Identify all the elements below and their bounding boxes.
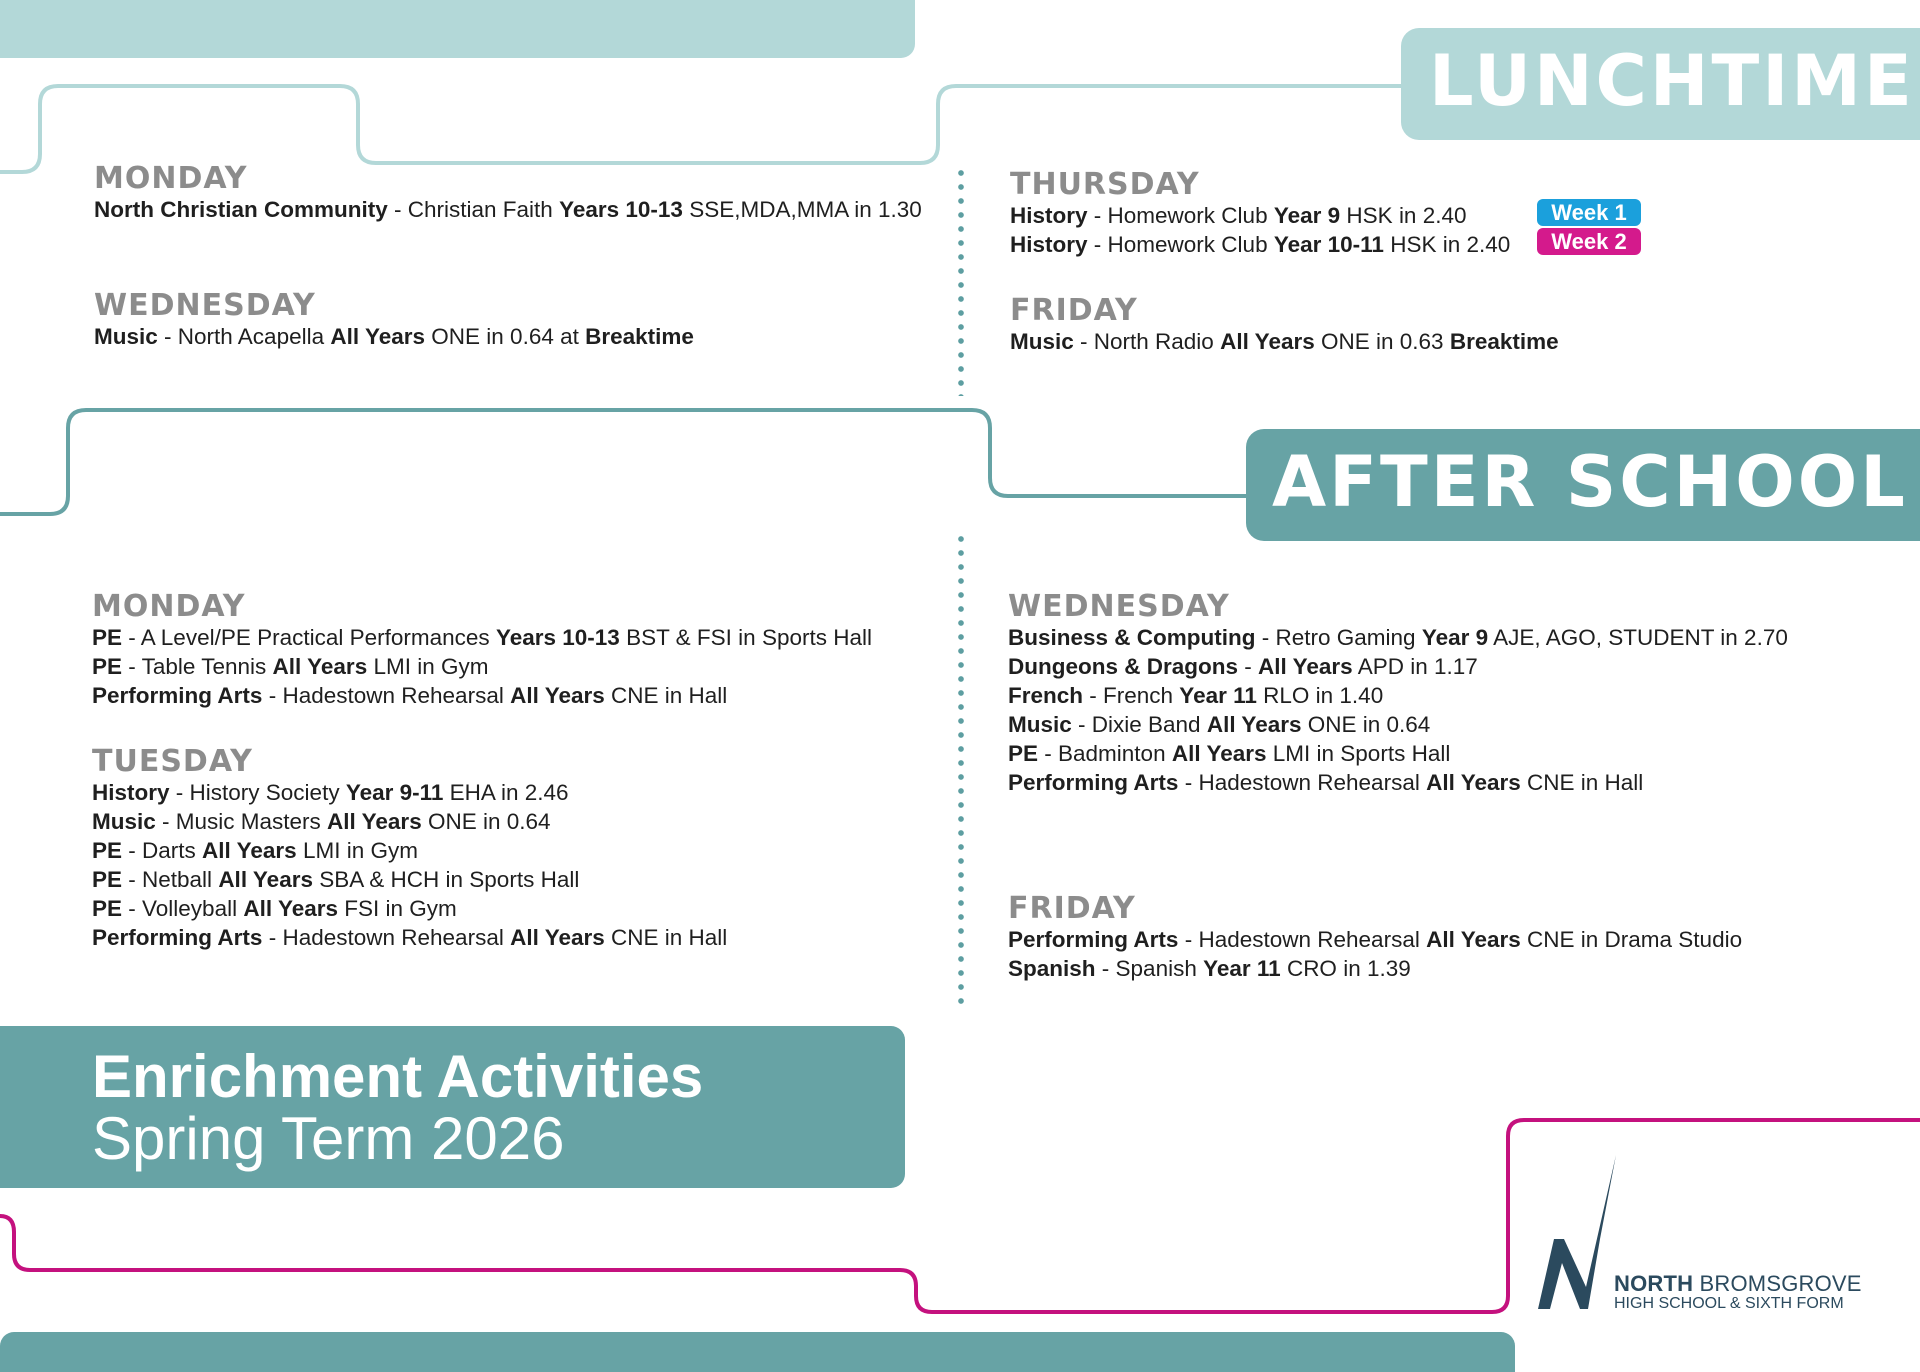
activity-years: Year 10-11 [1273,232,1384,257]
activity-name: Retro Gaming [1275,625,1422,650]
activity-separator: - [1073,329,1094,354]
activity-subject: PE [92,625,123,650]
activity-subject: Spanish [1008,956,1096,981]
activity-separator: - [1087,232,1108,257]
activity-line [92,836,727,865]
activity-line [94,322,694,351]
after-school-banner [1246,429,1920,541]
activity-name: Volleyball [142,896,244,921]
activity-separator: - [122,867,143,892]
activity-line [1010,201,1510,230]
activity-subject: North Christian Community [94,197,388,222]
activity-name: Table Tennis [141,654,273,679]
school-logo [1536,1155,1866,1315]
activity-years: Years 10-13 [495,625,620,650]
activity-line [1008,681,1788,710]
page-subtitle: Spring Term 2026 [92,1105,565,1172]
activity-name: North Radio [1093,329,1221,354]
day-heading: WEDNESDAY [1008,589,1230,624]
activity-detail: CNE in Hall [604,925,728,950]
activity-detail: ONE in 0.64 at [425,324,586,349]
activity-separator: - [122,625,141,650]
activity-line [92,623,872,652]
activity-line [1010,327,1559,356]
activity-separator: - [1255,625,1276,650]
activity-detail: HSK in 2.40 [1340,203,1467,228]
week-1-badge: Week 1 [1537,199,1641,226]
lunch-thursday [1010,169,1510,259]
day-heading: WEDNESDAY [94,288,316,323]
activity-detail: CNE in Drama Studio [1520,927,1743,952]
activity-subject: History [1010,232,1088,257]
school-logo-mark-icon [1536,1155,1616,1315]
activity-separator: - [122,838,143,863]
activity-name: Dixie Band [1091,712,1207,737]
day-heading: TUESDAY [92,744,253,779]
activity-years: All Years [272,654,368,679]
activity-separator: - [1178,770,1199,795]
week-2-badge: Week 2 [1537,228,1641,255]
activity-years: All Years [243,896,339,921]
activity-name: Spanish [1115,956,1204,981]
activity-years: All Years [1220,329,1315,354]
activity-detail: CNE in Hall [1520,770,1644,795]
activity-name: History Society [189,780,346,805]
page-title: Enrichment Activities [92,1043,704,1110]
activity-subject: Performing Arts [1008,770,1179,795]
school-name-bold: NORTH [1614,1271,1694,1296]
activity-detail: ONE in 0.63 [1314,329,1450,354]
day-heading: FRIDAY [1008,891,1136,926]
activity-subject: Business & Computing [1008,625,1256,650]
activity-name: Hadestown Rehearsal [282,683,511,708]
after-school-heading: AFTER SCHOOL [1272,441,1908,523]
day-heading: FRIDAY [1010,293,1138,328]
activity-separator: - [1087,203,1108,228]
activity-separator: - [1083,683,1104,708]
activity-detail: SBA & HCH in Sports Hall [312,867,580,892]
activity-line [1008,739,1788,768]
school-subtitle: HIGH SCHOOL & SIXTH FORM [1614,1295,1844,1312]
activity-subject: Music [94,324,158,349]
activity-years: Year 9 [1421,625,1489,650]
activity-detail: APD in 1.17 [1352,654,1478,679]
activity-detail: FSI in Gym [338,896,457,921]
bottom-strip [0,1332,1515,1372]
activity-line [1008,652,1788,681]
activity-detail: ONE in 0.64 [421,809,551,834]
activity-years: Year 9-11 [345,780,444,805]
title-box [0,1026,905,1188]
activity-detail: SSE,MDA,MMA in 1.30 [682,197,922,222]
activity-separator: - [1095,956,1116,981]
activity-separator: - [1071,712,1092,737]
activity-subject: Performing Arts [92,925,263,950]
activity-extra: Breaktime [585,324,694,349]
activity-name: Christian Faith [407,197,560,222]
activity-line [1008,954,1742,983]
activity-detail: HSK in 2.40 [1383,232,1511,257]
activity-name: Darts [142,838,203,863]
activity-subject: Music [1008,712,1072,737]
activity-subject: Performing Arts [92,683,263,708]
activity-separator: - [387,197,408,222]
activity-name: Badminton [1058,741,1172,766]
activity-line [94,195,924,224]
after-school-divider-dots [958,532,964,1006]
activity-separator: - [1178,927,1199,952]
activity-subject: History [1010,203,1088,228]
activity-detail: BST & FSI in Sports Hall [619,625,872,650]
activity-detail: CRO in 1.39 [1280,956,1411,981]
school-name-rest: BROMSGROVE [1693,1271,1862,1296]
activity-years: All Years [1426,927,1521,952]
activity-name: Hadestown Rehearsal [282,925,511,950]
activity-separator: - [155,809,176,834]
activity-line [92,894,727,923]
activity-line [92,778,727,807]
activity-line [92,807,727,836]
activity-years: Year 9 [1273,203,1341,228]
activity-line [1008,623,1788,652]
after-wednesday [1008,591,1788,797]
activity-years: All Years [202,838,297,863]
activity-name: Homework Club [1107,232,1274,257]
after-tuesday [92,746,727,952]
activity-separator: - [157,324,178,349]
activity-subject: PE [1008,741,1039,766]
activity-line [1008,768,1788,797]
activity-years: All Years [1426,770,1521,795]
top-strip [0,0,915,58]
school-name [1614,1271,1862,1297]
activity-name: North Acapella [177,324,331,349]
activity-detail: LMI in Gym [296,838,418,863]
activity-name: Hadestown Rehearsal [1198,770,1427,795]
activity-name: French [1103,683,1180,708]
activity-separator: - [122,654,142,679]
activity-detail: LMI in Sports Hall [1266,741,1451,766]
activity-subject: Performing Arts [1008,927,1179,952]
activity-subject: History [92,780,170,805]
day-heading: THURSDAY [1010,167,1200,202]
activity-separator: - [262,683,283,708]
activity-years: Years 10-13 [559,197,683,222]
activity-years: All Years [1171,741,1267,766]
activity-years: All Years [1258,654,1353,679]
day-heading: MONDAY [92,589,246,624]
activity-line [92,923,727,952]
activity-line [92,865,727,894]
activity-separator: - [169,780,190,805]
lunch-friday [1010,295,1559,356]
activity-detail: AJE, AGO, STUDENT in 2.70 [1488,625,1788,650]
activity-subject: PE [92,867,123,892]
after-monday [92,591,872,710]
activity-years: Year 11 [1179,683,1257,708]
activity-separator: - [262,925,283,950]
activity-subject: French [1008,683,1084,708]
activity-subject: PE [92,838,123,863]
day-heading: MONDAY [94,161,248,196]
activity-subject: PE [92,896,123,921]
activity-line [1008,710,1788,739]
activity-years: All Years [510,683,605,708]
activity-years: All Years [510,925,605,950]
after-friday [1008,893,1742,983]
activity-name: Hadestown Rehearsal [1198,927,1427,952]
activity-line [92,652,872,681]
activity-detail: CNE in Hall [604,683,728,708]
after-school-line [0,410,1247,514]
activity-detail: RLO in 1.40 [1256,683,1384,708]
activity-separator: - [1038,741,1059,766]
lunch-wednesday [94,290,694,351]
activity-years: All Years [1206,712,1302,737]
lunch-monday [94,163,924,224]
activity-years: All Years [218,867,313,892]
activity-subject: Music [1010,329,1074,354]
activity-subject: PE [92,654,123,679]
activity-line [92,681,872,710]
activity-extra: Breaktime [1449,329,1559,354]
activity-subject: Dungeons & Dragons [1008,654,1239,679]
activity-name: Netball [142,867,219,892]
lunchtime-heading: LUNCHTIME [1429,40,1915,122]
activity-name: Homework Club [1107,203,1274,228]
activity-detail: ONE in 0.64 [1301,712,1431,737]
lunch-divider-dots [958,166,964,396]
activity-detail: LMI in Gym [367,654,489,679]
activity-years: All Years [330,324,426,349]
activity-detail: EHA in 2.46 [443,780,569,805]
activity-years: All Years [327,809,422,834]
activity-years: Year 11 [1203,956,1281,981]
activity-line [1010,230,1510,259]
lunchtime-banner [1401,28,1920,140]
activity-separator: - [122,896,143,921]
activity-name: A Level/PE Practical Performances [140,625,496,650]
activity-separator: - [1238,654,1259,679]
activity-line [1008,925,1742,954]
activity-subject: Music [92,809,156,834]
activity-name: Music Masters [175,809,328,834]
lunch-top-line [0,86,1402,172]
